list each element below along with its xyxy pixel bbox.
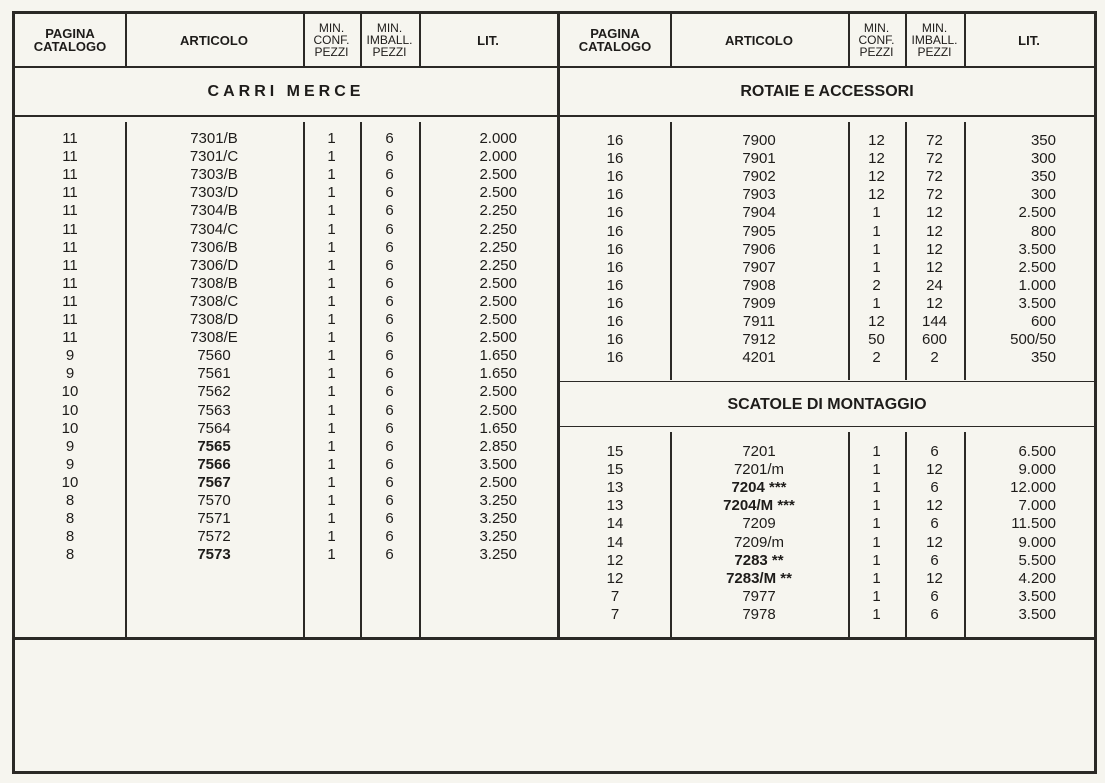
cell-articolo: 7912 — [742, 331, 776, 349]
cell-articolo: 7301/B — [190, 130, 238, 147]
cell-min-imball: 6 — [385, 365, 394, 383]
cell-min-imball: 6 — [385, 238, 394, 256]
cell-articolo: 7204/M *** — [723, 497, 795, 515]
cell-articolo: 7301/C — [189, 148, 239, 166]
cell-lit: 2.500 — [479, 166, 517, 184]
cell-min-imball: 6 — [385, 130, 394, 147]
header-lit: LIT. — [1018, 32, 1040, 48]
cell-min-conf: 1 — [327, 148, 336, 166]
cell-min-imball: 6 — [385, 437, 394, 455]
bottom-blank-band — [15, 637, 1094, 640]
table-row — [560, 515, 1094, 533]
table-row — [15, 148, 557, 166]
cell-min-imball: 6 — [385, 419, 394, 437]
cell-min-conf: 1 — [872, 258, 881, 276]
cell-lit: 350 — [1030, 168, 1056, 186]
cell-pagina: 16 — [606, 204, 624, 222]
cell-articolo: 7566 — [197, 455, 231, 473]
table-row — [15, 130, 557, 148]
cell-pagina: 10 — [61, 419, 79, 437]
cell-min-imball: 6 — [930, 443, 939, 460]
cell-min-imball: 6 — [930, 479, 939, 497]
table-row — [15, 474, 557, 492]
cell-pagina: 16 — [606, 331, 624, 349]
cell-pagina: 13 — [606, 497, 624, 515]
header-min-imball: MIN. IMBALL. PEZZI — [911, 21, 958, 59]
cell-articolo: 4201 — [742, 349, 776, 367]
section-title-scatole: SCATOLE DI MONTAGGIO — [727, 395, 927, 413]
cell-articolo: 7564 — [197, 419, 231, 437]
cell-articolo: 7903 — [742, 186, 776, 204]
cell-articolo: 7977 — [742, 587, 776, 605]
cell-pagina: 7 — [610, 587, 620, 605]
cell-min-imball: 6 — [385, 510, 394, 528]
cell-articolo: 7571 — [197, 510, 231, 528]
cell-pagina: 8 — [65, 492, 75, 509]
cell-pagina: 16 — [606, 294, 624, 312]
table-row — [560, 606, 1094, 624]
cell-min-conf: 1 — [327, 202, 336, 220]
table-row — [560, 497, 1094, 515]
cell-lit: 2.250 — [479, 256, 517, 274]
cell-pagina: 15 — [606, 443, 624, 460]
cell-articolo: 7560 — [197, 347, 231, 365]
cell-min-conf: 12 — [868, 168, 885, 186]
cell-lit: 350 — [1030, 349, 1056, 367]
cell-lit: 3.250 — [479, 510, 517, 528]
cell-min-conf: 1 — [327, 492, 336, 509]
cell-min-conf: 2 — [872, 276, 881, 294]
cell-min-imball: 6 — [385, 528, 394, 546]
cell-min-imball: 12 — [926, 258, 943, 276]
cell-min-imball: 6 — [385, 492, 394, 509]
cell-min-conf: 1 — [327, 365, 336, 383]
cell-lit: 3.250 — [479, 492, 517, 509]
cell-articolo: 7209 — [742, 515, 776, 533]
cell-min-imball: 6 — [385, 148, 394, 166]
cell-articolo: 7904 — [742, 204, 776, 222]
header-pagina-catalogo: PAGINA CATALOGO — [33, 26, 107, 54]
cell-pagina: 16 — [606, 258, 624, 276]
cell-min-conf: 1 — [872, 443, 881, 460]
table-row — [15, 311, 557, 329]
cell-min-imball: 12 — [926, 240, 943, 258]
cell-lit: 2.250 — [479, 202, 517, 220]
cell-min-conf: 1 — [872, 294, 881, 312]
cell-min-imball: 6 — [385, 347, 394, 365]
cell-pagina: 16 — [606, 276, 624, 294]
cell-lit: 1.650 — [479, 365, 517, 383]
cell-pagina: 11 — [62, 220, 78, 238]
cell-lit: 2.500 — [1018, 258, 1056, 276]
cell-pagina: 10 — [61, 401, 79, 419]
cell-min-conf: 1 — [872, 515, 881, 533]
table-row — [15, 438, 557, 456]
cell-pagina: 10 — [61, 383, 79, 401]
cell-pagina: 16 — [606, 168, 624, 186]
cell-pagina: 12 — [606, 551, 624, 569]
cell-lit: 2.500 — [479, 383, 517, 401]
cell-lit: 300 — [1030, 150, 1056, 168]
cell-min-conf: 1 — [327, 473, 336, 491]
cell-min-conf: 12 — [868, 150, 885, 168]
cell-min-imball: 6 — [385, 546, 394, 564]
cell-articolo: 7283/M ** — [726, 569, 792, 587]
cell-min-imball: 12 — [926, 294, 943, 312]
cell-pagina: 11 — [62, 184, 78, 202]
cell-articolo: 7306/B — [190, 238, 238, 256]
cell-articolo: 7978 — [742, 605, 776, 623]
cell-min-conf: 1 — [872, 587, 881, 605]
cell-articolo: 7905 — [742, 222, 776, 240]
cell-min-imball: 72 — [926, 186, 943, 204]
cell-lit: 3.500 — [1018, 605, 1056, 623]
cell-min-conf: 1 — [327, 274, 336, 292]
cell-lit: 1.650 — [479, 419, 517, 437]
cell-min-conf: 1 — [327, 238, 336, 256]
table-row — [560, 259, 1094, 277]
cell-min-imball: 6 — [930, 551, 939, 569]
cell-min-conf: 1 — [327, 383, 336, 401]
cell-pagina: 14 — [606, 533, 624, 551]
cell-articolo: 7201/m — [733, 461, 785, 479]
cell-min-conf: 1 — [327, 546, 336, 564]
cell-lit: 600 — [1030, 313, 1056, 330]
table-row — [15, 202, 557, 220]
cell-articolo: 7909 — [742, 294, 776, 312]
table-row — [560, 570, 1094, 588]
cell-pagina: 16 — [606, 349, 624, 367]
cell-min-conf: 1 — [327, 455, 336, 473]
cell-pagina: 16 — [606, 132, 624, 149]
table-row — [15, 293, 557, 311]
cell-min-conf: 1 — [327, 256, 336, 274]
cell-articolo: 7573 — [197, 546, 231, 564]
cell-lit: 2.500 — [479, 311, 517, 328]
cell-lit: 2.850 — [479, 437, 517, 455]
cell-min-conf: 12 — [868, 313, 885, 330]
cell-min-imball: 12 — [926, 497, 943, 515]
table-row — [560, 313, 1094, 331]
table-row — [560, 479, 1094, 497]
cell-articolo: 7911 — [742, 313, 776, 330]
cell-articolo: 7303/D — [189, 184, 239, 202]
cell-min-conf: 1 — [327, 528, 336, 546]
table-row — [15, 402, 557, 420]
carri-merce-panel — [15, 14, 560, 637]
table-row — [560, 132, 1094, 150]
cell-min-imball: 12 — [926, 533, 943, 551]
cell-min-conf: 1 — [327, 437, 336, 455]
cell-min-imball: 6 — [385, 166, 394, 184]
cell-lit: 3.500 — [1018, 294, 1056, 312]
cell-pagina: 15 — [606, 461, 624, 479]
cell-pagina: 11 — [62, 238, 78, 256]
cell-lit: 3.250 — [479, 546, 517, 564]
table-row — [15, 329, 557, 347]
cell-min-conf: 1 — [327, 419, 336, 437]
cell-articolo: 7562 — [197, 383, 231, 401]
cell-articolo: 7901 — [742, 150, 776, 168]
table-row — [15, 528, 557, 546]
cell-articolo: 7561 — [197, 365, 231, 383]
table-row — [560, 277, 1094, 295]
cell-pagina: 8 — [65, 510, 75, 528]
cell-min-imball: 6 — [385, 202, 394, 220]
cell-lit: 1.650 — [479, 347, 517, 365]
cell-min-conf: 1 — [872, 222, 881, 240]
header-lit: LIT. — [477, 32, 499, 48]
cell-pagina: 16 — [606, 313, 624, 330]
cell-articolo: 7308/D — [189, 311, 239, 328]
cell-lit: 2.250 — [479, 220, 517, 238]
table-row — [15, 239, 557, 257]
cell-min-conf: 1 — [327, 401, 336, 419]
cell-lit: 11.500 — [1011, 515, 1056, 533]
cell-min-conf: 1 — [327, 166, 336, 184]
cell-min-conf: 1 — [327, 510, 336, 528]
cell-min-imball: 12 — [926, 569, 943, 587]
cell-min-conf: 1 — [327, 311, 336, 328]
cell-lit: 7.000 — [1018, 497, 1056, 515]
cell-lit: 3.250 — [479, 528, 517, 546]
header-min-imball: MIN. IMBALL. PEZZI — [366, 21, 413, 59]
cell-articolo: 7908 — [742, 276, 776, 294]
cell-pagina: 12 — [606, 569, 624, 587]
cell-articolo: 7304/C — [189, 220, 239, 238]
cell-lit: 1.000 — [1018, 276, 1056, 294]
cell-min-imball: 6 — [930, 587, 939, 605]
cell-min-conf: 1 — [872, 569, 881, 587]
table-row — [15, 383, 557, 401]
cell-min-conf: 1 — [327, 184, 336, 202]
table-row — [560, 534, 1094, 552]
cell-pagina: 11 — [62, 130, 78, 147]
table-row — [560, 331, 1094, 349]
cell-pagina: 14 — [606, 515, 624, 533]
cell-lit: 2.500 — [479, 401, 517, 419]
cell-pagina: 11 — [62, 256, 78, 274]
header-min-conf: MIN. CONF. PEZZI — [313, 21, 350, 59]
cell-lit: 800 — [1030, 222, 1056, 240]
cell-articolo: 7306/D — [189, 256, 239, 274]
price-list-sheet — [12, 11, 1097, 774]
cell-lit: 6.500 — [1018, 443, 1056, 460]
cell-lit: 350 — [1030, 132, 1056, 149]
cell-pagina: 10 — [61, 473, 79, 491]
cell-lit: 2.500 — [479, 292, 517, 310]
table-row — [15, 275, 557, 293]
cell-articolo: 7209/m — [733, 533, 785, 551]
cell-lit: 500/50 — [1010, 331, 1056, 349]
cell-articolo: 7308/B — [190, 274, 238, 292]
cell-min-conf: 1 — [327, 329, 336, 347]
cell-min-imball: 600 — [921, 331, 948, 349]
cell-articolo: 7570 — [197, 492, 231, 509]
cell-lit: 2.500 — [1018, 204, 1056, 222]
cell-min-imball: 6 — [385, 401, 394, 419]
cell-lit: 3.500 — [1018, 587, 1056, 605]
cell-pagina: 9 — [65, 347, 75, 365]
cell-min-conf: 1 — [872, 551, 881, 569]
cell-min-imball: 24 — [926, 276, 943, 294]
cell-pagina: 11 — [62, 202, 78, 220]
cell-pagina: 16 — [606, 186, 624, 204]
cell-lit: 2.500 — [479, 329, 517, 347]
section-title-carri-merce: CARRI MERCE — [207, 83, 365, 100]
cell-pagina: 11 — [62, 274, 78, 292]
table-row — [15, 546, 557, 564]
cell-min-imball: 72 — [926, 168, 943, 186]
cell-min-imball: 6 — [385, 274, 394, 292]
cell-articolo: 7900 — [742, 132, 776, 149]
cell-lit: 5.500 — [1018, 551, 1056, 569]
cell-min-imball: 2 — [930, 349, 939, 367]
cell-lit: 4.200 — [1018, 569, 1056, 587]
cell-articolo: 7304/B — [190, 202, 238, 220]
cell-pagina: 11 — [62, 292, 78, 310]
cell-min-conf: 1 — [872, 204, 881, 222]
cell-min-imball: 6 — [385, 455, 394, 473]
cell-min-imball: 6 — [930, 605, 939, 623]
cell-min-imball: 6 — [385, 383, 394, 401]
rotaie-scatole-panel — [560, 14, 1094, 637]
cell-min-imball: 6 — [385, 473, 394, 491]
cell-min-imball: 6 — [385, 311, 394, 328]
cell-articolo: 7204 *** — [731, 479, 787, 497]
cell-min-conf: 1 — [872, 461, 881, 479]
cell-lit: 2.250 — [479, 238, 517, 256]
cell-min-conf: 12 — [868, 186, 885, 204]
table-row — [15, 456, 557, 474]
cell-min-imball: 6 — [385, 256, 394, 274]
table-row — [560, 349, 1094, 367]
cell-pagina: 7 — [610, 605, 620, 623]
cell-articolo: 7572 — [197, 528, 231, 546]
section-title-rotaie: ROTAIE E ACCESSORI — [740, 83, 914, 100]
header-min-conf: MIN. CONF. PEZZI — [858, 21, 895, 59]
cell-min-conf: 1 — [327, 220, 336, 238]
cell-min-conf: 1 — [872, 240, 881, 258]
cell-min-conf: 2 — [872, 349, 881, 367]
cell-articolo: 7907 — [742, 258, 776, 276]
table-row — [15, 420, 557, 438]
cell-articolo: 7563 — [197, 401, 231, 419]
cell-pagina: 11 — [62, 166, 78, 184]
table-row — [560, 186, 1094, 204]
cell-min-imball: 6 — [385, 220, 394, 238]
table-row — [560, 150, 1094, 168]
cell-min-conf: 1 — [872, 533, 881, 551]
cell-lit: 2.000 — [479, 148, 517, 166]
table-row — [15, 166, 557, 184]
cell-min-imball: 12 — [926, 204, 943, 222]
cell-pagina: 9 — [65, 437, 75, 455]
cell-lit: 2.000 — [479, 130, 517, 147]
cell-pagina: 11 — [62, 329, 78, 347]
cell-articolo: 7902 — [742, 168, 776, 186]
cell-articolo: 7283 ** — [734, 551, 784, 569]
table-row — [15, 221, 557, 239]
table-row — [560, 223, 1094, 241]
cell-min-imball: 6 — [385, 292, 394, 310]
cell-lit: 12.000 — [1010, 479, 1056, 497]
cell-min-imball: 72 — [926, 132, 943, 149]
cell-min-conf: 50 — [868, 331, 885, 349]
table-row — [15, 257, 557, 275]
cell-lit: 3.500 — [479, 455, 517, 473]
cell-lit: 9.000 — [1018, 533, 1056, 551]
table-row — [15, 492, 557, 510]
cell-pagina: 9 — [65, 365, 75, 383]
cell-articolo: 7565 — [197, 437, 231, 455]
cell-min-conf: 1 — [327, 292, 336, 310]
cell-min-conf: 1 — [872, 497, 881, 515]
table-row — [560, 168, 1094, 186]
cell-articolo: 7303/B — [190, 166, 238, 184]
cell-pagina: 8 — [65, 528, 75, 546]
cell-lit: 2.500 — [479, 473, 517, 491]
header-pagina-catalogo: PAGINA CATALOGO — [578, 26, 652, 54]
cell-pagina: 11 — [62, 148, 78, 166]
cell-min-imball: 144 — [921, 313, 948, 330]
table-row — [15, 510, 557, 528]
table-row — [15, 347, 557, 365]
table-row — [560, 461, 1094, 479]
cell-lit: 3.500 — [1018, 240, 1056, 258]
cell-min-conf: 1 — [872, 605, 881, 623]
cell-articolo: 7308/E — [190, 329, 238, 347]
cell-pagina: 16 — [606, 222, 624, 240]
cell-pagina: 8 — [65, 546, 75, 564]
cell-articolo: 7308/C — [189, 292, 239, 310]
cell-pagina: 16 — [606, 240, 624, 258]
cell-pagina: 13 — [606, 479, 624, 497]
cell-min-imball: 12 — [926, 222, 943, 240]
table-row — [560, 204, 1094, 222]
cell-lit: 2.500 — [479, 274, 517, 292]
cell-min-imball: 6 — [385, 329, 394, 347]
cell-min-conf: 12 — [868, 132, 885, 149]
cell-articolo: 7567 — [197, 473, 231, 491]
cell-lit: 300 — [1030, 186, 1056, 204]
table-row — [560, 588, 1094, 606]
table-row — [560, 552, 1094, 570]
table-row — [560, 443, 1094, 461]
table-row — [560, 295, 1094, 313]
cell-pagina: 16 — [606, 150, 624, 168]
table-row — [560, 241, 1094, 259]
cell-min-conf: 1 — [872, 479, 881, 497]
cell-min-imball: 6 — [930, 515, 939, 533]
cell-pagina: 9 — [65, 455, 75, 473]
cell-lit: 9.000 — [1018, 461, 1056, 479]
table-row — [15, 365, 557, 383]
cell-articolo: 7201 — [742, 443, 776, 460]
cell-articolo: 7906 — [742, 240, 776, 258]
cell-min-imball: 6 — [385, 184, 394, 202]
header-articolo: ARTICOLO — [725, 32, 793, 48]
cell-min-conf: 1 — [327, 130, 336, 147]
table-row — [15, 184, 557, 202]
header-articolo: ARTICOLO — [180, 32, 248, 48]
cell-min-imball: 12 — [926, 461, 943, 479]
cell-min-conf: 1 — [327, 347, 336, 365]
cell-min-imball: 72 — [926, 150, 943, 168]
cell-pagina: 11 — [62, 311, 78, 328]
cell-lit: 2.500 — [479, 184, 517, 202]
